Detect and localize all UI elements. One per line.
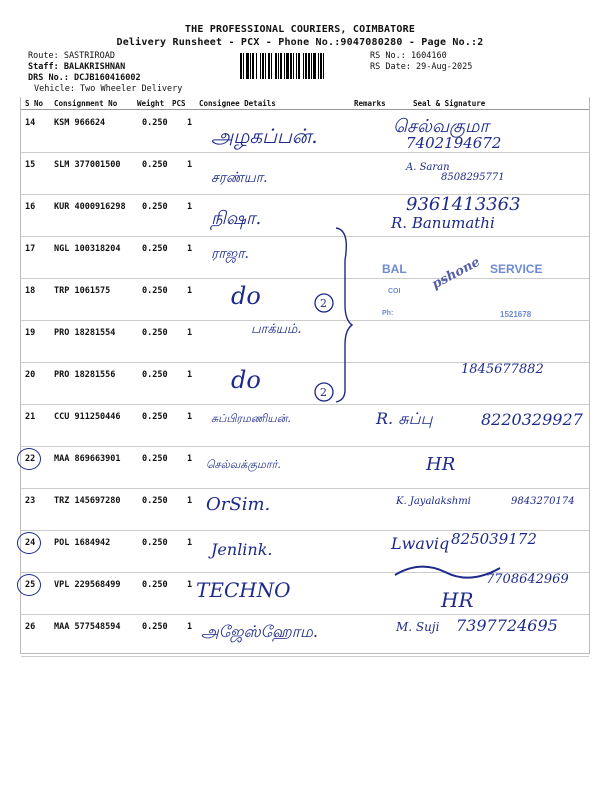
row-sno: 23 <box>25 496 36 506</box>
row-sno: 26 <box>25 622 36 632</box>
barcode-bar <box>243 53 244 79</box>
row-consignment: SLM 377001500 <box>54 160 121 170</box>
row-sno: 17 <box>25 244 36 254</box>
signature-phone-handwriting: 8220329927 <box>481 410 583 429</box>
consignee-handwriting: அழகப்பன். <box>211 124 318 148</box>
consignee-handwriting: அஜேஸ்ஹோம. <box>201 622 318 641</box>
svg-text:2: 2 <box>320 297 327 310</box>
barcode-bar <box>250 53 251 79</box>
stamp-line1: BAL <box>382 262 407 276</box>
table-row <box>21 110 589 153</box>
signature-phone-handwriting: R. Banumathi <box>391 214 495 232</box>
col-seal: Seal & Signature <box>413 99 486 108</box>
row-consignment: CCU 911250446 <box>54 412 121 422</box>
signature-handwriting: Lwaviq <box>391 534 450 553</box>
table-row <box>21 572 589 615</box>
signature-handwriting: K. Jayalakshmi <box>396 496 471 507</box>
runsheet-table <box>20 97 590 654</box>
courier-stamp <box>360 254 570 332</box>
signature-phone-handwriting: 7708642969 <box>486 572 569 587</box>
row-pcs: 1 <box>187 622 193 632</box>
row-weight: 0.250 <box>142 118 168 128</box>
row-weight: 0.250 <box>142 454 168 464</box>
barcode-bar <box>303 53 304 79</box>
sno-circle-mark <box>17 532 41 554</box>
row-pcs: 1 <box>187 454 193 464</box>
row-consignment: NGL 100318204 <box>54 244 121 254</box>
company-title: THE PROFESSIONAL COURIERS, COIMBATORE <box>184 24 416 35</box>
barcode-bar <box>275 53 277 79</box>
consignee-handwriting: பாக்யம். <box>251 322 302 337</box>
stamp-handwritten-mark: pshone <box>429 254 483 293</box>
barcode-bar <box>278 53 279 79</box>
table-row <box>21 530 589 573</box>
route-label: Route: SASTRIROAD <box>28 51 115 61</box>
col-weight: Weight <box>137 99 165 108</box>
row-weight: 0.250 <box>142 328 168 338</box>
consignee-handwriting: OrSim. <box>206 494 271 515</box>
consignee-handwriting: do <box>231 282 261 310</box>
consignee-handwriting: சரண்யா. <box>211 170 268 186</box>
barcode-bar <box>293 53 294 79</box>
col-consignment: Consignment No <box>54 99 118 108</box>
stamp-line2: SERVICE <box>490 262 543 276</box>
barcode-bar <box>260 53 261 79</box>
barcode-bar <box>265 53 266 79</box>
consignee-handwriting: நிஷா. <box>211 208 262 229</box>
row-pcs: 1 <box>187 538 193 548</box>
row-sno: 21 <box>25 412 36 422</box>
row-sno: 19 <box>25 328 36 338</box>
row-pcs: 1 <box>187 370 193 380</box>
row-pcs: 1 <box>187 496 193 506</box>
sno-circle-mark <box>17 448 41 470</box>
row-pcs: 1 <box>187 580 193 590</box>
row-weight: 0.250 <box>142 160 168 170</box>
row-pcs: 1 <box>187 244 193 254</box>
table-row <box>21 362 589 405</box>
row-consignment: TRZ 145697280 <box>54 496 121 506</box>
barcode-icon <box>240 53 366 79</box>
row-pcs: 1 <box>187 118 193 128</box>
row-sno: 22 <box>25 454 36 464</box>
row-weight: 0.250 <box>142 580 168 590</box>
consignee-handwriting: Jenlink. <box>211 540 273 559</box>
barcode-bar <box>308 53 310 79</box>
row-weight: 0.250 <box>142 244 168 254</box>
row-sno: 24 <box>25 538 36 548</box>
barcode-bar <box>305 53 307 79</box>
col-sno: S No <box>25 99 44 108</box>
signature-phone-handwriting: 7402194672 <box>406 134 502 152</box>
row-weight: 0.250 <box>142 286 168 296</box>
consignee-handwriting: செல்வக்குமார். <box>206 458 281 471</box>
sno-circle-mark <box>17 574 41 596</box>
signature-phone-handwriting: 825039172 <box>451 530 537 548</box>
barcode-bar <box>318 53 319 79</box>
barcode-bar <box>298 53 300 79</box>
row-weight: 0.250 <box>142 538 168 548</box>
signature-handwriting: செல்வகுமா <box>393 116 489 137</box>
signature-handwriting: HR <box>441 588 474 612</box>
row-pcs: 1 <box>187 412 193 422</box>
barcode-bar <box>268 53 270 79</box>
table-row <box>21 488 589 531</box>
signature-phone-handwriting: 9843270174 <box>511 496 575 507</box>
row-sno: 16 <box>25 202 36 212</box>
row-consignment: VPL 229568499 <box>54 580 121 590</box>
barcode-bar <box>262 53 264 79</box>
barcode-bar <box>252 53 254 79</box>
row-consignment: MAA 577548594 <box>54 622 121 632</box>
signature-handwriting: A. Saran <box>406 162 450 173</box>
row-pcs: 1 <box>187 160 193 170</box>
row-weight: 0.250 <box>142 622 168 632</box>
barcode-bar <box>240 53 242 79</box>
barcode-bar <box>284 53 285 79</box>
runsheet-subtitle: Delivery Runsheet - PCX - Phone No.:9047080280 - Page No.:2 <box>116 37 484 48</box>
row-sno: 25 <box>25 580 36 590</box>
stamp-line3: COI <box>388 288 401 295</box>
row-sno: 14 <box>25 118 36 128</box>
row-weight: 0.250 <box>142 370 168 380</box>
table-row <box>21 404 589 447</box>
signature-handwriting: R. சுப்பு <box>376 409 433 428</box>
rs-date: RS Date: 29-Aug-2025 <box>370 62 473 72</box>
signature-handwriting: 9361413363 <box>406 194 521 215</box>
row-consignment: KSM 966624 <box>54 118 106 128</box>
signature-phone-handwriting: 1845677882 <box>461 362 544 377</box>
consignee-handwriting: ராஜா. <box>211 246 249 262</box>
barcode-bar <box>246 53 249 79</box>
svg-text:2: 2 <box>320 386 327 399</box>
row-weight: 0.250 <box>142 412 168 422</box>
barcode-bar <box>320 53 322 79</box>
barcode-bar <box>290 53 292 79</box>
row-consignment: POL 1684942 <box>54 538 111 548</box>
table-header <box>21 97 589 110</box>
table-row <box>21 152 589 195</box>
row-consignment: KUR 4000916298 <box>54 202 126 212</box>
col-remarks: Remarks <box>354 99 386 108</box>
vehicle-label: Vehicle: Two Wheeler Delivery <box>34 84 183 94</box>
signature-handwriting: M. Suji <box>396 620 440 634</box>
drs-label: DRS No.: DCJB160416002 <box>28 73 141 83</box>
row-pcs: 1 <box>187 328 193 338</box>
table-row <box>21 614 589 657</box>
table-row <box>21 194 589 237</box>
barcode-bar <box>286 53 289 79</box>
barcode-bar <box>280 53 282 79</box>
row-sno: 18 <box>25 286 36 296</box>
stamp-line5: 1521678 <box>500 310 532 319</box>
row-pcs: 1 <box>187 202 193 212</box>
row-sno: 20 <box>25 370 36 380</box>
rs-number: RS No.: 1604160 <box>370 51 447 61</box>
consignee-handwriting: TECHNO <box>196 578 291 602</box>
row-pcs: 1 <box>187 286 193 296</box>
stamp-line4: Ph: <box>382 310 394 317</box>
consignee-handwriting: சுப்பிரமணியன். <box>211 412 291 425</box>
row-consignment: TRP 1061575 <box>54 286 111 296</box>
table-row <box>21 446 589 489</box>
barcode-bar <box>313 53 316 79</box>
barcode-bar <box>271 53 272 79</box>
barcode-bar <box>296 53 297 79</box>
signature-phone-handwriting: 7397724695 <box>456 616 558 635</box>
consignee-handwriting: do <box>231 366 261 394</box>
staff-label: Staff: BALAKRISHNAN <box>28 62 126 72</box>
col-consignee: Consignee Details <box>199 99 276 108</box>
signature-handwriting: HR <box>426 454 456 475</box>
row-sno: 15 <box>25 160 36 170</box>
barcode-bar <box>323 53 324 79</box>
row-consignment: MAA 869663901 <box>54 454 121 464</box>
row-weight: 0.250 <box>142 496 168 506</box>
barcode-bar <box>256 53 257 79</box>
row-consignment: PRO 18281556 <box>54 370 116 380</box>
row-weight: 0.250 <box>142 202 168 212</box>
signature-phone-handwriting: 8508295771 <box>441 172 505 183</box>
barcode-bar <box>311 53 312 79</box>
row-consignment: PRO 18281554 <box>54 328 116 338</box>
col-pcs: PCS <box>172 99 186 108</box>
